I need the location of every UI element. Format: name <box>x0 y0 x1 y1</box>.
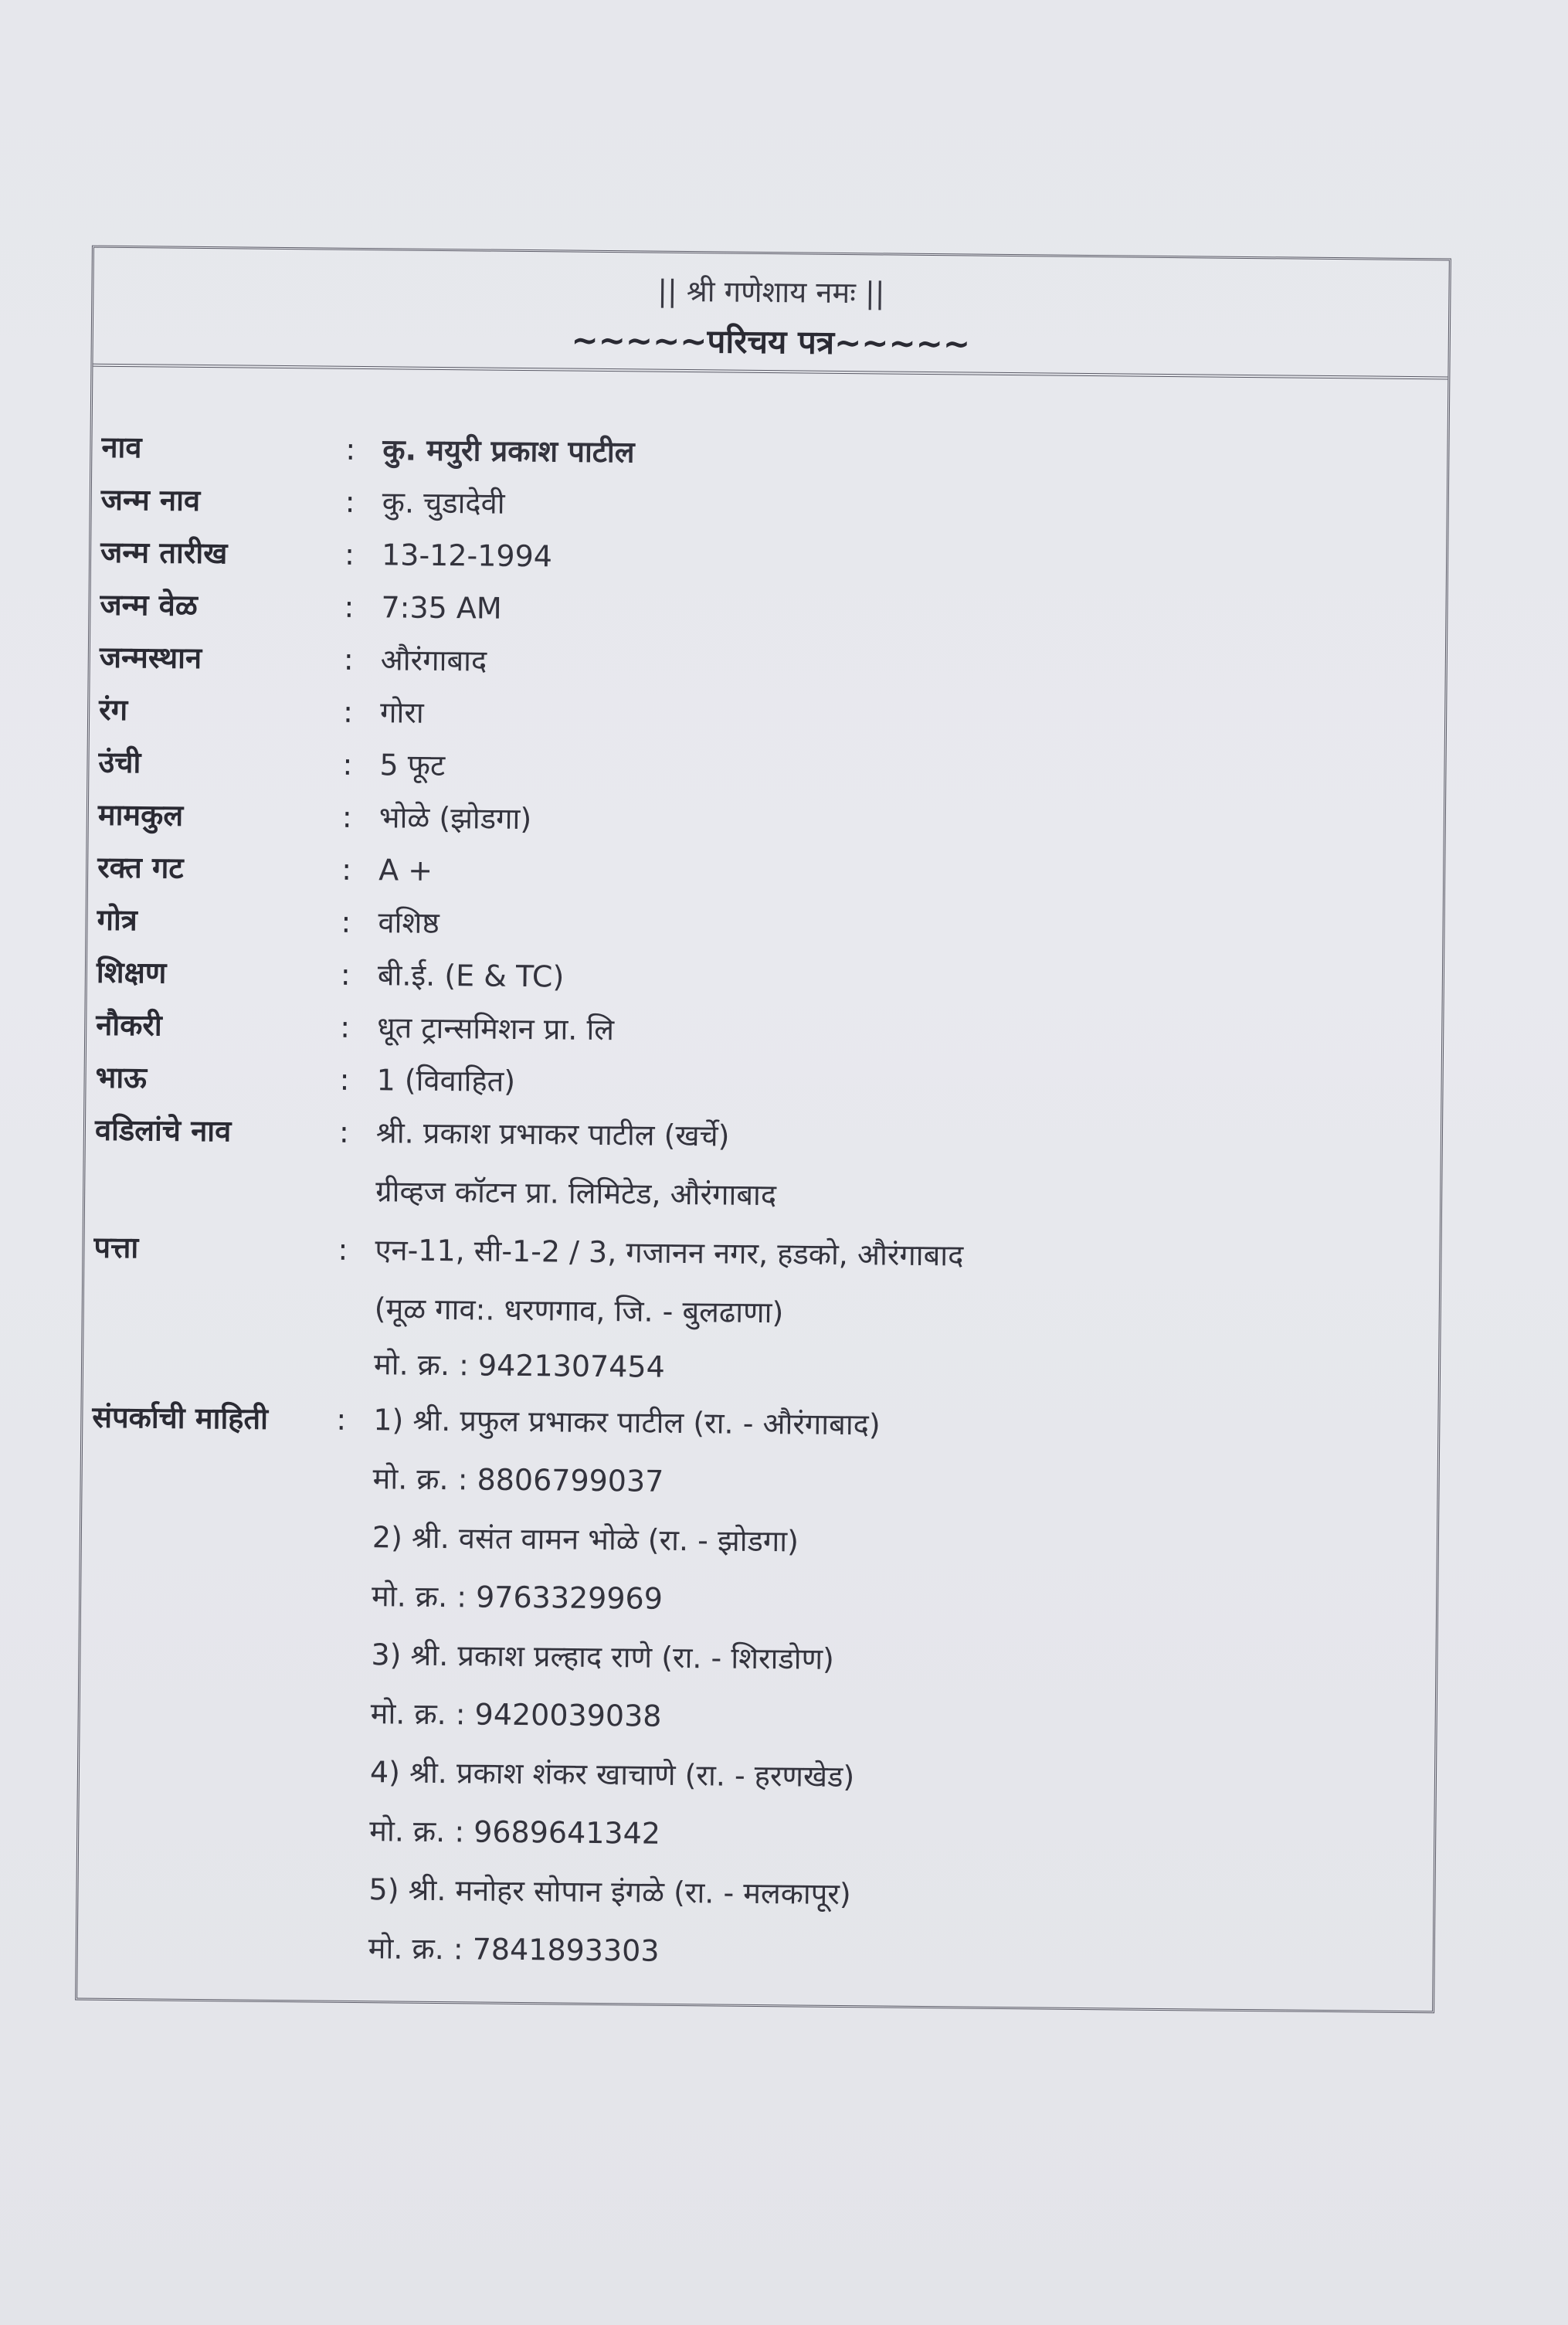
document-title: ~~~~~परिचय पत्र~~~~~ <box>571 321 971 363</box>
field-value: वशिष्ठ <box>378 905 440 940</box>
field-colon: : <box>341 799 352 834</box>
field-colon: : <box>340 957 351 992</box>
field-colon: : <box>344 537 355 572</box>
field-value-continued: मो. क्र. : 9421307454 <box>373 1347 665 1384</box>
field-value: 7:35 AM <box>381 590 502 626</box>
field-value: 1 (विवाहित) <box>376 1063 516 1098</box>
document-header <box>93 248 1448 380</box>
field-label: उंची <box>98 745 141 780</box>
field-colon: : <box>344 484 355 519</box>
field-value: 5 फूट <box>379 748 446 783</box>
field-label: जन्म वेळ <box>100 587 198 623</box>
field-colon: : <box>344 589 355 624</box>
field-label: संपर्काची माहिती <box>92 1400 269 1436</box>
field-colon: : <box>338 1232 348 1267</box>
field-colon: : <box>339 1062 350 1097</box>
field-label: जन्म तारीख <box>100 535 228 571</box>
field-value: A + <box>378 853 433 888</box>
field-label: रक्त गट <box>97 850 184 885</box>
field-value: भोळे (झोडगा) <box>378 800 532 837</box>
contact-name: 2) श्री. वसंत वामन भोळे (रा. - झोडगा) <box>372 1520 799 1559</box>
field-colon: : <box>345 432 356 467</box>
biodata-frame <box>75 246 1451 2014</box>
field-label: रंग <box>98 692 128 728</box>
field-colon: : <box>340 1010 351 1044</box>
contact-mobile: मो. क्र. : 7841893303 <box>368 1931 660 1968</box>
contact-mobile: मो. क्र. : 9420039038 <box>370 1696 662 1733</box>
field-value: 13-12-1994 <box>381 538 553 574</box>
field-colon: : <box>341 905 351 939</box>
field-colon: : <box>343 642 354 677</box>
field-label: जन्म नाव <box>100 482 201 518</box>
field-label: भाऊ <box>95 1060 148 1095</box>
field-colon: : <box>338 1115 349 1149</box>
contact-mobile: मो. क्र. : 8806799037 <box>372 1461 664 1499</box>
field-label: नाव <box>101 429 142 465</box>
field-value-continued: ग्रीव्हज कॉटन प्रा. लिमिटेड, औरंगाबाद <box>375 1174 777 1213</box>
field-colon: : <box>341 852 352 887</box>
field-label: जन्मस्थान <box>99 640 202 675</box>
field-value: एन-11, सी-1-2 / 3, गजानन नगर, हडको, औरंगाबाद <box>375 1233 964 1273</box>
field-label: मामकुल <box>97 797 184 833</box>
field-label: नौकरी <box>96 1007 162 1043</box>
field-value: कु. मयुरी प्रकाश पाटील <box>382 433 635 470</box>
field-colon: : <box>336 1402 347 1437</box>
field-label: पत्ता <box>93 1230 139 1265</box>
contact-mobile-row <box>87 1919 1424 1991</box>
contact-name: 4) श्री. प्रकाश शंकर खाचाणे (रा. - हरणखेड) <box>369 1755 855 1794</box>
field-label: वडिलांचे नाव <box>94 1112 232 1149</box>
field-label: गोत्र <box>97 902 137 938</box>
contact-name: 1) श्री. प्रफुल प्रभाकर पाटील (रा. - औरंगाबाद) <box>373 1403 881 1442</box>
field-value: बी.ई. (E & TC) <box>377 958 565 994</box>
field-colon: : <box>342 694 354 729</box>
field-value-continued: (मूळ गाव:. धरणगाव, जि. - बुलढाणा) <box>374 1291 784 1330</box>
contact-name: 5) श्री. मनोहर सोपान इंगळे (रा. - मलकापूर) <box>368 1872 851 1912</box>
contact-mobile: मो. क्र. : 9763329969 <box>371 1579 664 1616</box>
field-value: श्री. प्रकाश प्रभाकर पाटील (खर्चे) <box>375 1115 730 1153</box>
field-value: धूत ट्रान्समिशन प्रा. लि <box>377 1010 615 1047</box>
field-value: औरंगाबाद <box>380 643 487 678</box>
contact-name: 3) श्री. प्रकाश प्रल्हाद राणे (रा. - शिराडोण) <box>371 1638 835 1676</box>
field-label: शिक्षण <box>96 955 167 990</box>
field-value: गोरा <box>379 695 424 730</box>
contact-mobile: मो. क्र. : 9689641342 <box>369 1814 661 1851</box>
field-colon: : <box>342 747 353 782</box>
field-value: कु. चुडादेवी <box>382 485 505 521</box>
field-list <box>87 421 1437 1991</box>
invocation-line: || श्री गणेशाय नमः || <box>657 273 885 311</box>
